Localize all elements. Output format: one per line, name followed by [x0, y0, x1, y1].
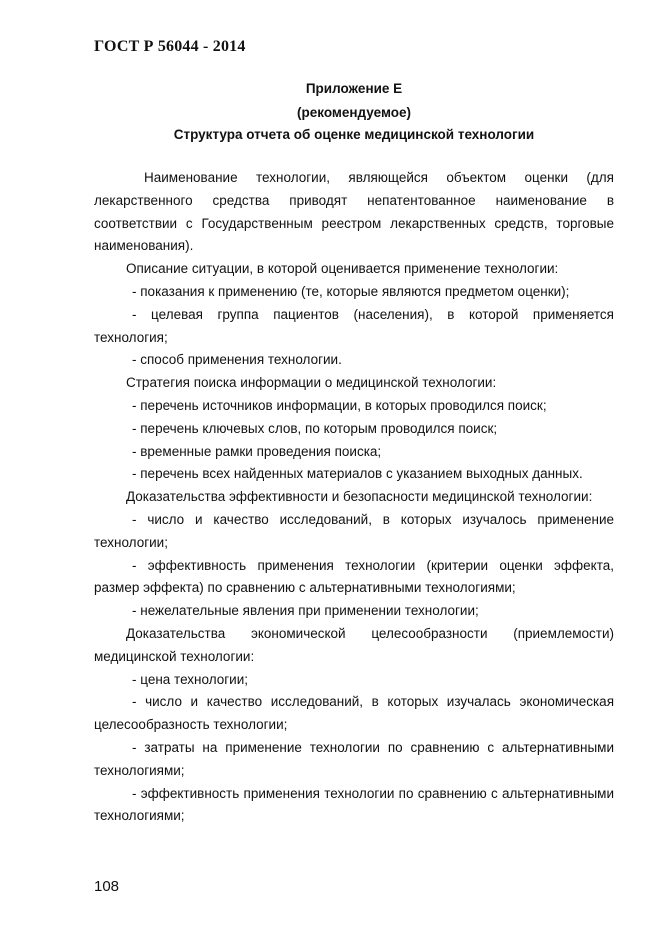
document-body	[94, 167, 614, 828]
list-item: - число и качество исследований, в которых изучалась экономическая целесообразность технологии;	[94, 694, 614, 733]
paragraph-economic-feasibility: Доказательства экономической целесообразности (приемлемости) медицинской технологии:	[94, 625, 614, 664]
list-item: - временные рамки проведения поиска;	[132, 443, 382, 459]
paragraph-efficacy-safety: Доказательства эффективности и безопасности медицинской технологии:	[126, 489, 593, 505]
list-item: - эффективность применения технологии по сравнению с альтернативными технологиями;	[94, 785, 614, 824]
list-item: - эффективность применения технологии (критерии оценки эффекта, размер эффекта) по сравнению с альтернативными технологиями;	[94, 557, 614, 596]
list-item: - нежелательные явления при применении технологии;	[132, 603, 479, 619]
list-item: - способ применения технологии.	[132, 352, 342, 368]
list-item: - перечень источников информации, в которых проводился поиск;	[132, 397, 547, 413]
paragraph-search-strategy: Стратегия поиска информации о медицинской технологии:	[126, 375, 497, 391]
list-item: - перечень ключевых слов, по которым проводился поиск;	[132, 420, 498, 436]
page-number: 108	[94, 878, 120, 895]
list-item: - целевая группа пациентов (населения), в которой применяется технология;	[94, 306, 614, 345]
appendix-type: (рекомендуемое)	[297, 105, 411, 120]
appendix-label: Приложение Е	[305, 81, 403, 96]
list-item: - перечень всех найденных материалов с указанием выходных данных.	[132, 466, 583, 482]
list-item: - число и качество исследований, в которых изучалось применение технологии;	[94, 511, 614, 550]
paragraph-situation-description: Описание ситуации, в которой оценивается применение технологии:	[126, 261, 559, 277]
standard-header: ГОСТ Р 56044 - 2014	[94, 38, 246, 55]
list-item: - показания к применению (те, которые являются предметом оценки);	[132, 283, 570, 299]
list-item: - цена технологии;	[132, 671, 249, 687]
paragraph-technology-name: Наименование технологии, являющейся объектом оценки (для лекарственного средства приводят непатентованное наименование в соответствии с Государственным реестром лекарственных средств, торговые наименования).	[94, 170, 614, 254]
list-item: - затраты на применение технологии по сравнению с альтернативными технологиями;	[94, 739, 614, 778]
appendix-title: Структура отчета об оценке медицинской технологии	[173, 127, 535, 142]
